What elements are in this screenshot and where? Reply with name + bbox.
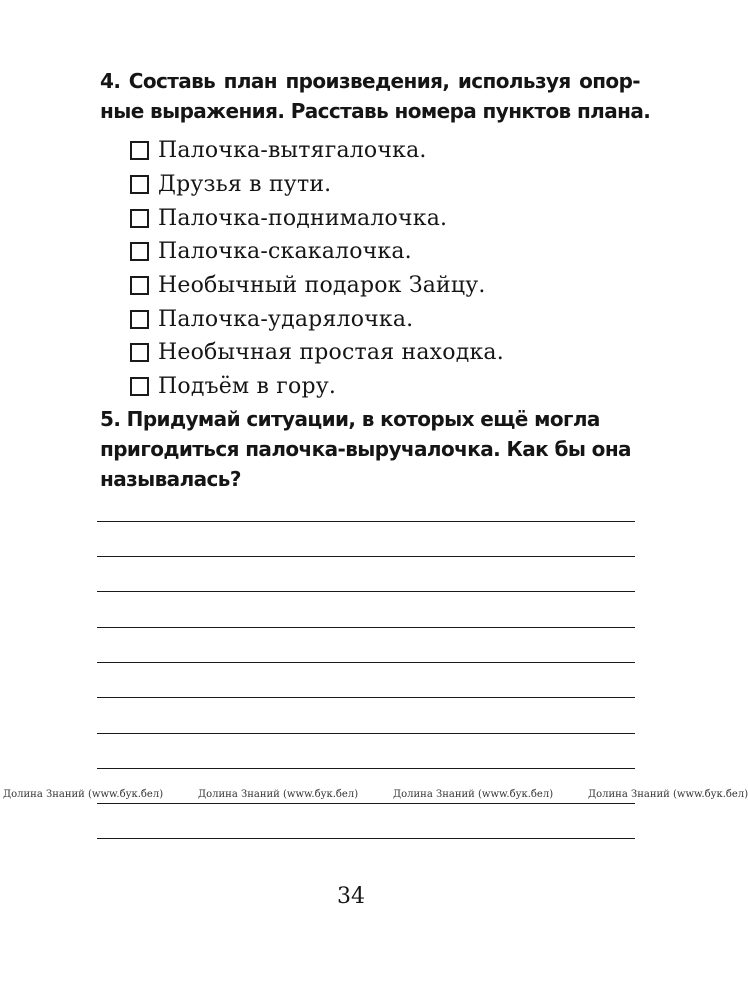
plan-number-box[interactable] (130, 276, 149, 295)
answer-line[interactable] (97, 733, 635, 734)
plan-item (130, 269, 504, 303)
task-4-heading (100, 66, 651, 126)
plan-number-box[interactable] (130, 141, 149, 160)
answer-line[interactable] (97, 768, 635, 769)
plan-item (130, 201, 504, 235)
task-4-line-2: ные выражения. Расставь номера пунктов плана. (100, 99, 651, 123)
plan-item (130, 235, 504, 269)
plan-number-box[interactable] (130, 209, 149, 228)
plan-number-box[interactable] (130, 310, 149, 329)
watermark-text: Долина Знаний (www.бук.бел) (393, 789, 554, 800)
plan-items-list (130, 134, 504, 404)
answer-line[interactable] (97, 591, 635, 592)
plan-item (130, 336, 504, 370)
plan-item (130, 302, 504, 336)
task-5-line-2: пригодиться палочка-выручалочка. Как бы она (100, 437, 631, 461)
task-5-heading (100, 404, 640, 494)
plan-item (130, 134, 504, 168)
plan-item-text: Палочка-ударялочка. (158, 306, 414, 332)
plan-item-text: Необычная простая находка. (158, 340, 504, 366)
watermark-text: Долина Знаний (www.бук.бел) (3, 789, 164, 800)
plan-item-text: Палочка-поднималочка. (158, 205, 448, 231)
plan-item (130, 168, 504, 202)
task-4-line-1: 4. Составь план произведения, используя опор- (100, 69, 640, 93)
task-5-line-1: 5. Придумай ситуации, в которых ещё могла (100, 407, 600, 431)
answer-line[interactable] (97, 662, 635, 663)
plan-item-text: Палочка-скакалочка. (158, 239, 412, 265)
plan-item-text: Подъём в гору. (158, 374, 337, 400)
plan-item-text: Необычный подарок Зайцу. (158, 273, 486, 299)
answer-line[interactable] (97, 556, 635, 557)
plan-item (130, 370, 504, 404)
plan-number-box[interactable] (130, 377, 149, 396)
plan-number-box[interactable] (130, 343, 149, 362)
answer-line[interactable] (97, 521, 635, 522)
answer-line[interactable] (97, 838, 635, 839)
plan-item-text: Палочка-вытягалочка. (158, 138, 427, 164)
watermark-text: Долина Знаний (www.бук.бел) (588, 789, 748, 800)
plan-number-box[interactable] (130, 242, 149, 261)
answer-line[interactable] (97, 627, 635, 628)
plan-number-box[interactable] (130, 175, 149, 194)
watermark-row (0, 789, 748, 803)
task-5-line-3: называлась? (100, 467, 241, 491)
answer-line[interactable] (97, 697, 635, 698)
watermark-text: Долина Знаний (www.бук.бел) (198, 789, 359, 800)
page-number: 34 (337, 884, 365, 909)
answer-line[interactable] (97, 803, 635, 804)
plan-item-text: Друзья в пути. (158, 172, 332, 198)
